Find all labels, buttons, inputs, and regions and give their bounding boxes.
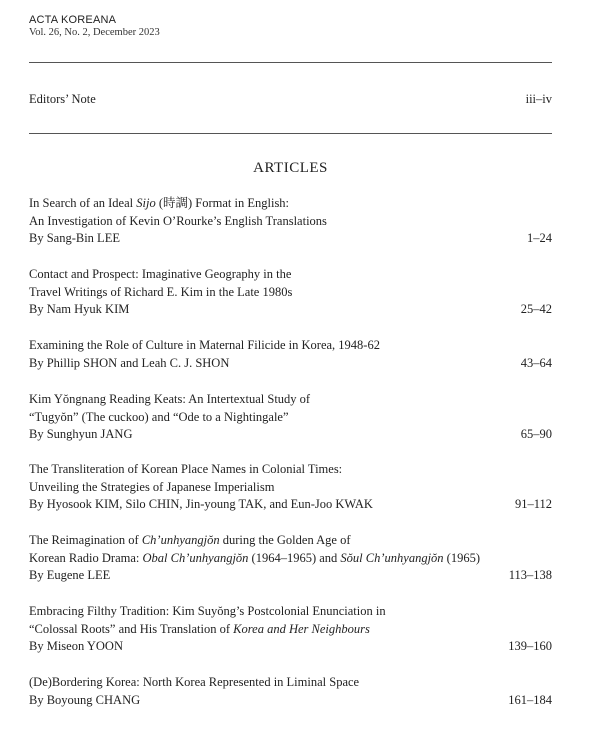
article-byline: By Miseon YOON bbox=[29, 639, 123, 653]
editors-note-label: Editors’ Note bbox=[29, 92, 96, 106]
article-byline: By Eugene LEE bbox=[29, 568, 111, 582]
article-entry[interactable] bbox=[29, 532, 552, 585]
editors-note-pages: iii–iv bbox=[525, 92, 552, 106]
article-title-line: Korean Radio Drama: Obal Ch’unhyangjŏn (1964–1965) and Sŏul Ch’unhyangjŏn (1965) bbox=[29, 550, 480, 565]
article-pages: 91–112 bbox=[514, 497, 552, 511]
article-pages: 113–138 bbox=[508, 568, 552, 582]
article-pages: 139–160 bbox=[508, 639, 552, 653]
article-title-line: An Investigation of Kevin O’Rourke’s English Translations bbox=[29, 213, 327, 228]
article-title-line: In Search of an Ideal Sijo (時調) Format in English: bbox=[29, 196, 290, 210]
article-entry[interactable] bbox=[29, 195, 552, 248]
article-byline: By Boyoung CHANG bbox=[29, 692, 141, 707]
article-entry[interactable] bbox=[29, 461, 552, 514]
article-byline: By Nam Hyuk KIM bbox=[29, 302, 130, 316]
journal-name: ACTA KOREANA bbox=[29, 14, 117, 26]
journal-header bbox=[29, 14, 160, 40]
article-title-line: Unveiling the Strategies of Japanese Imperialism bbox=[29, 479, 275, 494]
section-divider bbox=[29, 133, 552, 134]
journal-issue: Vol. 26, No. 2, December 2023 bbox=[29, 27, 160, 39]
article-title-line: Travel Writings of Richard E. Kim in the Late 1980s bbox=[29, 284, 293, 299]
article-pages: 161–184 bbox=[508, 692, 552, 707]
article-entry[interactable] bbox=[29, 266, 552, 319]
article-byline: By Sang-Bin LEE bbox=[29, 231, 120, 245]
article-byline: By Sunghyun JANG bbox=[29, 427, 133, 441]
article-entry[interactable] bbox=[29, 674, 552, 709]
section-title: ARTICLES bbox=[253, 160, 328, 176]
article-pages: 1–24 bbox=[527, 231, 552, 245]
article-pages: 25–42 bbox=[520, 302, 552, 316]
article-title-line: Embracing Filthy Tradition: Kim Suyŏng’s Postcolonial Enunciation in bbox=[29, 604, 386, 618]
article-title-line: “Colossal Roots” and His Translation of Korea and Her Neighbours bbox=[29, 621, 370, 636]
article-title-line: The Transliteration of Korean Place Names in Colonial Times: bbox=[29, 462, 343, 476]
article-entry[interactable] bbox=[29, 337, 552, 372]
article-title-line: Kim Yŏngnang Reading Keats: An Intertextual Study of bbox=[29, 392, 311, 406]
article-title-line: The Reimagination of Ch’unhyangjŏn during the Golden Age of bbox=[29, 533, 351, 547]
article-title-line: “Tugyŏn” (The cuckoo) and “Ode to a Nightingale” bbox=[29, 409, 289, 424]
article-pages: 43–64 bbox=[520, 355, 552, 370]
article-title-line: (De)Bordering Korea: North Korea Represented in Liminal Space bbox=[29, 675, 360, 689]
article-pages: 65–90 bbox=[520, 427, 552, 441]
article-title-line: Examining the Role of Culture in Maternal Filicide in Korea, 1948-62 bbox=[29, 338, 380, 352]
article-byline: By Phillip SHON and Leah C. J. SHON bbox=[29, 355, 230, 370]
article-entry[interactable] bbox=[29, 391, 552, 444]
article-byline: By Hyosook KIM, Silo CHIN, Jin-young TAK, and Eun-Joo KWAK bbox=[29, 497, 373, 511]
article-title-line: Contact and Prospect: Imaginative Geography in the bbox=[29, 267, 292, 281]
article-entry[interactable] bbox=[29, 603, 552, 656]
top-divider bbox=[29, 62, 552, 63]
